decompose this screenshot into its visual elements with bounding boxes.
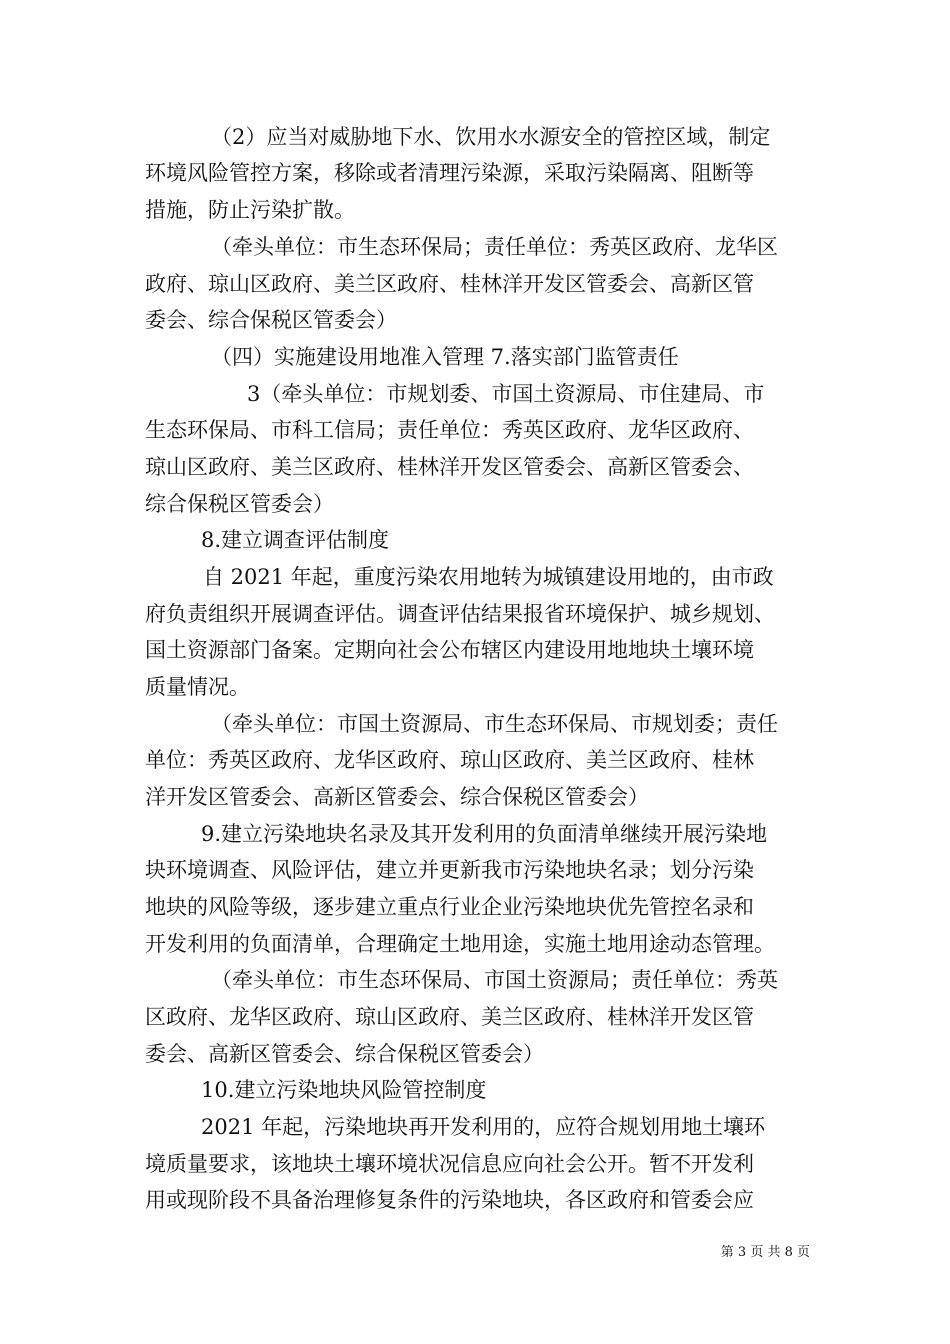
text-line: 委会、综合保税区管委会） [145, 308, 397, 332]
text-line: 政府、琼山区政府、美兰区政府、桂林洋开发区管委会、高新区管 [145, 272, 754, 296]
text-line: 块环境调查、风险评估，建立并更新我市污染地块名录；划分污染 [145, 858, 754, 882]
text-line: （四）实施建设用地准入管理 7.落实部门监管责任 [211, 345, 679, 369]
text-line: 环境风险管控方案，移除或者清理污染源，采取污染隔离、阻断等 [145, 161, 754, 185]
text-line: 质量情况。 [145, 675, 250, 699]
text-line: 洋开发区管委会、高新区管委会、综合保税区管委会） [145, 785, 649, 809]
text-line: 措施，防止污染扩散。 [145, 198, 355, 222]
text-line: 国土资源部门备案。定期向社会公布辖区内建设用地地块土壤环境 [145, 638, 754, 662]
text-line: （牵头单位：市国土资源局、市生态环保局、市规划委；责任 [211, 712, 778, 736]
text-line: 开发利用的负面清单，合理确定土地用途，实施土地用途动态管理。 [145, 932, 775, 956]
text-line: 境质量要求，该地块土壤环境状况信息应向社会公开。暂不开发利 [145, 1152, 754, 1176]
text-line: 自 2021 年起，重度污染农用地转为城镇建设用地的，由市政 [203, 565, 774, 589]
text-line: （2）应当对威胁地下水、饮用水水源安全的管控区域，制定 [211, 125, 771, 149]
text-line: 9.建立污染地块名录及其开发利用的负面清单继续开展污染地 [201, 822, 768, 846]
text-line: 委会、高新区管委会、综合保税区管委会） [145, 1042, 544, 1066]
text-line: 区政府、龙华区政府、琼山区政府、美兰区政府、桂林洋开发区管 [145, 1005, 754, 1029]
text-line: 地块的风险等级，逐步建立重点行业企业污染地块优先管控名录和 [145, 895, 754, 919]
text-line: 综合保税区管委会） [145, 492, 334, 516]
text-line: （牵头单位：市生态环保局；责任单位：秀英区政府、龙华区 [211, 235, 778, 259]
text-line: 3（牵头单位：市规划委、市国土资源局、市住建局、市 [247, 382, 765, 406]
text-line: 府负责组织开展调查评估。调查评估结果报省环境保护、城乡规划、 [145, 602, 775, 626]
text-line: 琼山区政府、美兰区政府、桂林洋开发区管委会、高新区管委会、 [145, 455, 754, 479]
section-heading: 8.建立调查评估制度 [201, 528, 390, 552]
text-line: （牵头单位：市生态环保局、市国土资源局；责任单位：秀英 [211, 968, 778, 992]
text-line: 用或现阶段不具备治理修复条件的污染地块，各区政府和管委会应 [145, 1188, 754, 1212]
section-heading: 10.建立污染地块风险管控制度 [201, 1078, 487, 1102]
text-line: 生态环保局、市科工信局；责任单位：秀英区政府、龙华区政府、 [145, 418, 754, 442]
text-line: 2021 年起，污染地块再开发利用的，应符合规划用地土壤环 [201, 1115, 766, 1139]
text-line: 单位：秀英区政府、龙华区政府、琼山区政府、美兰区政府、桂林 [145, 748, 754, 772]
page-number-footer: 第 3 页 共 8 页 [720, 1245, 810, 1260]
